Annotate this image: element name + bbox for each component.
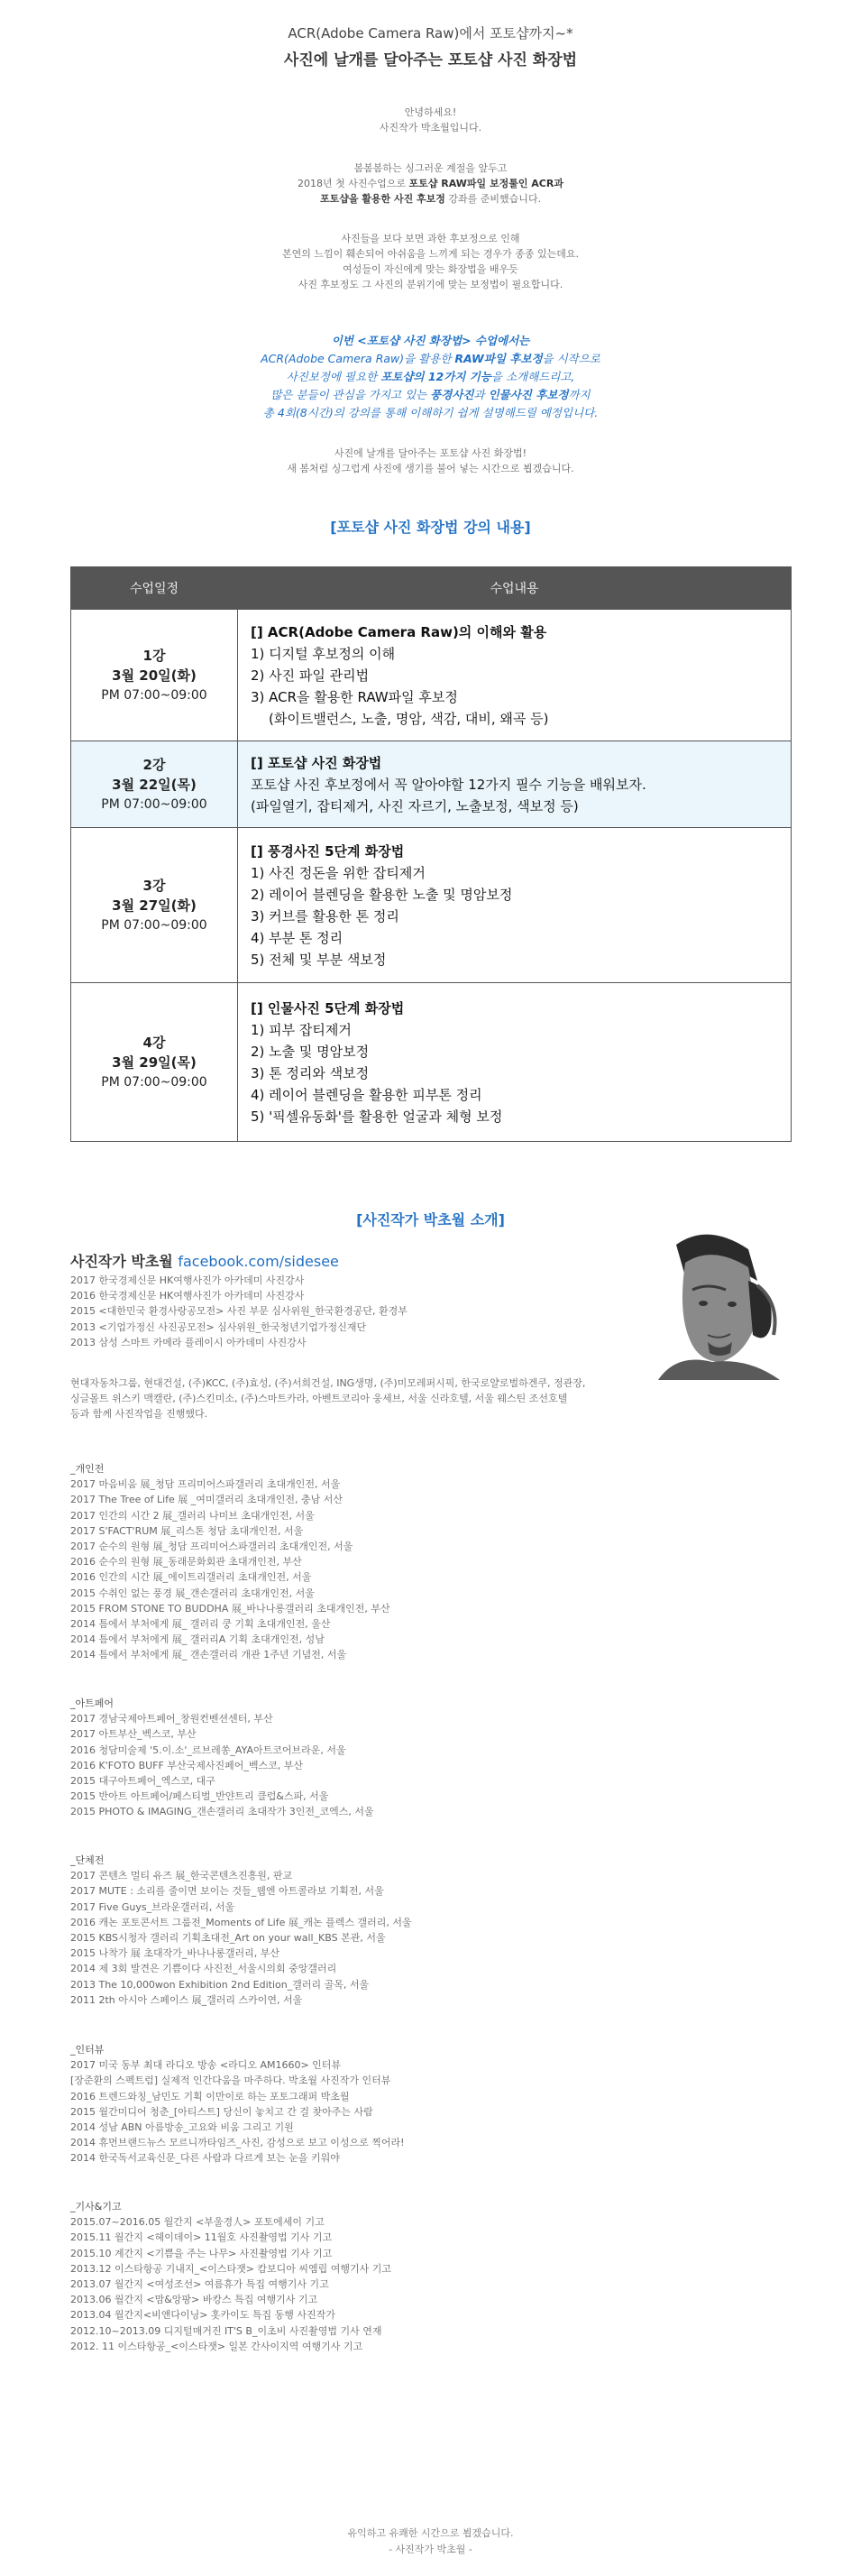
section-head: _기사&기고 [70,2201,122,2213]
exhibition-item: 2016 순수의 원형 展_동래문화회관 초대개인전, 부산 [70,1556,302,1569]
schedule-row [71,741,792,828]
intro-paragraph-3 [0,231,861,292]
article-item: 2012.10~2013.09 디지털매거진 IT'S B_이초비 사진촬영법 기사 연재 [70,2324,382,2337]
group-item: 2017 콘텐츠 멀티 유즈 展_한국콘텐츠진흥원, 판교 [70,1870,293,1882]
interview-item: 2014 휴먼브랜드뉴스 모르니까타임즈_사진, 감성으로 보고 이성으로 찍어라! [70,2137,405,2149]
interviews [70,2042,405,2167]
career-list [70,1273,408,1350]
intro-line: 사진작가 박초월입니다. [379,122,482,133]
exhibition-item: 2017 마음비움 展_청담 프리미어스파갤러리 초대개인전, 서울 [70,1478,341,1491]
lesson-title: [] ACR(Adobe Camera Raw)의 이해와 활용 [251,623,547,640]
lesson-item: 2) 노출 및 명암보정 [251,1043,370,1060]
lesson-item: 3) 커브를 활용한 톤 정리 [251,907,399,925]
lesson-item: 4) 부분 톤 정리 [251,929,343,946]
intro-line: 사진보정에 필요한 포토샵의 12가지 기능을 소개해드리고, [286,370,575,383]
career-item: 2017 한국경제신문 HK여행사진가 아카데미 사진강사 [70,1274,305,1286]
group-item: 2015 KBS시청자 갤러리 기획초대전_Art on your wall_KBS 본관, 서울 [70,1932,386,1945]
footer-line: 유익하고 유쾌한 시간으로 뵙겠습니다. [347,2527,514,2539]
interview-item: 2015 월간미디어 청춘_[아티스트] 당신이 놓치고 간 걸 찾아주는 사람 [70,2105,373,2118]
group-item: 2013 The 10,000won Exhibition 2nd Edition_갤러리 골목, 서울 [70,1978,370,1991]
schedule-row [71,983,792,1142]
lesson-date-cell: 2강 3월 22일(목) PM 07:00~09:00 [71,741,238,828]
intro-line: 이번 <포토샵 사진 화장법> 수업에서는 [331,334,530,347]
exhibition-item: 2014 틈에서 부처에게 展_ 갤러리 쿵 기획 초대개인전, 울산 [70,1618,331,1631]
intro-line: 사진에 날개를 달아주는 포토샵 사진 화장법! [334,447,527,459]
intro-line: 사진 후보정도 그 사진의 분위기에 맞는 보정법이 필요합니다. [298,279,563,290]
footer [0,2525,861,2558]
schedule-col-date: 수업일정 [71,567,238,610]
lesson-item: 3) 톤 정리와 색보정 [251,1064,370,1081]
group-item: 2017 Five Guys_브라운갤러리, 서울 [70,1900,235,1913]
schedule-row [71,610,792,741]
fair-item: 2017 경남국제아트페어_창원컨벤션센터, 부산 [70,1713,273,1725]
intro-closing [0,446,861,476]
lesson-item: 2) 사진 파일 관리법 [251,667,370,684]
intro-paragraph-2 [0,161,861,207]
lesson-item: 5) 전체 및 부분 색보정 [251,951,387,968]
intro-line: 본연의 느낌이 훼손되어 아쉬움을 느끼게 되는 경우가 종종 있는데요. [282,248,579,260]
exhibition-item: 2017 S'FACT'RUM 展_리스톤 청담 초대개인전, 서울 [70,1524,304,1537]
lesson-item: 4) 레이어 블렌딩을 활용한 피부톤 정리 [251,1086,482,1103]
career-item: 2015 <대한민국 환경사랑공모전> 사진 부문 심사위원_한국환경공단, 환경부 [70,1305,408,1318]
intro-line: 많은 분들이 관심을 가지고 있는 풍경사진과 인물사진 후보정까지 [270,388,591,401]
lesson-item: 포토샵 사진 후보정에서 꼭 알아야할 12가지 필수 기능을 배워보자. [251,776,646,793]
lesson-content-cell [238,983,792,1142]
lesson-item: 3) ACR을 활용한 RAW파일 후보정 [251,688,458,705]
intro-line: 포토샵을 활용한 사진 후보정 강좌를 준비했습니다. [319,193,542,205]
exhibition-item: 2017 인간의 시간 2 展_갤러리 나미브 초대개인전, 서울 [70,1509,315,1522]
exhibition-item: 2015 수취인 없는 풍경 展_갠손갤러리 초대개인전, 서울 [70,1587,315,1599]
solo-exhibitions [70,1461,390,1663]
fair-item: 2015 대구아트페어_엑스코, 대구 [70,1775,215,1788]
facebook-link[interactable]: facebook.com/sidesee [178,1253,339,1270]
header-subtitle: ACR(Adobe Camera Raw)에서 포토샵까지~* [288,25,573,41]
lesson-content-cell [238,828,792,983]
exhibition-item: 2014 틈에서 부처에게 展_ 갤러리A 기획 초대개인전, 성남 [70,1633,325,1646]
lesson-item: 5) '픽셀유동화'를 활용한 얼굴과 체형 보정 [251,1108,503,1125]
exhibition-item: 2014 틈에서 부처에게 展_ 갠손갤러리 개관 1주년 기념전, 서울 [70,1649,347,1661]
intro-line: 총 4회(8시간)의 강의를 통해 이해하기 쉽게 설명해드릴 예정입니다. [262,406,599,419]
group-item: 2017 MUTE : 소리를 줄이면 보이는 것들_웹엔 아트콜라보 기획전, 서울 [70,1885,384,1898]
lesson-content-cell [238,741,792,828]
article-item: 2013.06 월간지 <맘&앙팡> 바캉스 특집 여행기사 기고 [70,2294,318,2306]
exhibition-item: 2016 인간의 시간 展_에이트리갤러리 초대개인전, 서울 [70,1571,312,1584]
lesson-date-cell: 1강 3월 20일(화) PM 07:00~09:00 [71,610,238,741]
group-item: 2015 나착가 展 초대작가_바나나롱갤러리, 부산 [70,1947,279,1960]
article-item: 2013.12 이스타항공 기내지_<이스타잿> 캄보디아 씨엠립 여행기사 기고 [70,2262,392,2275]
schedule-table [70,566,792,1142]
intro-highlight [0,332,861,422]
group-item: 2014 제 3회 발견은 기쁨이다 사진전_서울시의회 중앙갤러리 [70,1963,337,1975]
section-head: _개인전 [70,1463,105,1475]
fair-item: 2016 청담미술제 '5.이.소'_르브레쏭_AYA아트코어브라운, 서울 [70,1743,346,1756]
intro-line: 봄봄봄하는 싱그러운 계절을 앞두고 [353,162,508,174]
career-item: 2013 삼성 스마트 카메라 플레이시 아카데미 사진강사 [70,1336,307,1348]
schedule-row [71,828,792,983]
lesson-title: [] 풍경사진 5단계 화장법 [251,842,405,860]
lesson-content-cell [238,610,792,741]
article-item: 2013.07 월간지 <여성조선> 여름휴가 특집 여행기사 기고 [70,2278,329,2291]
clients-line: 싱글몰트 위스키 맥캘란, (주)스킨미소, (주)스마트카라, 아벤트코리아 웅세브, 서울 신라호텔, 서울 웨스틴 조선호텔 [70,1393,568,1404]
intro-line: 여성들이 자신에게 맞는 화장법을 배우듯 [343,263,518,275]
fair-item: 2016 K'FOTO BUFF 부산국제사진페어_벡스코, 부산 [70,1759,303,1771]
lesson-title: [] 포토샵 사진 화장법 [251,754,382,771]
section-head: _인터뷰 [70,2044,105,2056]
exhibition-item: 2015 FROM STONE TO BUDDHA 展_바나나롱갤러리 초대개인전, 부산 [70,1602,390,1615]
fair-item: 2015 반아트 아트페어/페스티벌_반얀트리 클럽&스파, 서울 [70,1790,329,1803]
intro-line: ACR(Adobe Camera Raw)을 활용한 RAW파일 후보정을 시작으로 [261,352,600,365]
interview-item: 2014 한국독서교육신문_다른 사람과 다르게 보는 눈을 키워야 [70,2152,340,2165]
lesson-title: [] 인물사진 5단계 화장법 [251,999,405,1017]
clients-line: 현대자동차그룹, 현대건설, (주)KCC, (주)효성, (주)서희건설, ING생명, (주)미모레퍼시픽, 한국로얄로벌하겐쿠, 정관장, [70,1377,586,1389]
fair-item: 2017 아트부산_벡스코, 부산 [70,1728,197,1741]
lesson-item: 1) 피부 잡티제거 [251,1021,352,1038]
article-item: 2015.11 월간지 <헤이데이> 11월호 사진촬영법 기사 기고 [70,2231,333,2244]
schedule-section-title: [포토샵 사진 화장법 강의 내용] [330,519,531,536]
lesson-item: 2) 레이어 블렌딩을 활용한 노출 및 명암보정 [251,886,513,903]
lesson-item: (파일열기, 잡티제거, 사진 자르기, 노출보정, 색보정 등) [251,797,579,814]
intro-line: 안녕하세요! [404,106,457,118]
interview-item: 2017 미국 동부 최대 라디오 방송 <라디오 AM1660> 인터뷰 [70,2059,342,2072]
footer-signature: - 사진작가 박초월 - [389,2544,472,2555]
intro-line: 사진들을 보다 보면 과한 후보정으로 인해 [341,233,520,244]
lesson-item: (화이트밸런스, 노출, 명암, 색감, 대비, 왜곡 등) [269,710,549,727]
bio-section-title: [사진작가 박초월 소개] [356,1211,505,1228]
career-item: 2016 한국경제신문 HK여행사진가 아카데미 사진강사 [70,1290,305,1302]
bio-name: 사진작가 박초월 [70,1253,173,1270]
schedule-header-row [71,567,792,610]
header-title: 사진에 날개를 달아주는 포토샵 사진 화장법 [283,51,578,69]
intro-line: 2018년 첫 사진수업으로 포토샵 RAW파일 보정툴인 ACR과 [298,178,563,189]
interview-item: 2014 성남 ABN 아름방송_고요와 비움 그리고 기원 [70,2121,294,2134]
clients-paragraph [70,1375,629,1421]
interview-item: 2016 트렌드와칭_남민도 기획 이만이로 하는 포토그래퍼 박초월 [70,2090,350,2102]
interview-item: [장준환의 스펙트럼] 실제적 인간다움을 마주하다. 박초월 사진작가 인터뷰 [70,2075,391,2087]
group-item: 2016 캐논 포토콘서트 그룹전_Moments of Life 展_캐논 플렉스 갤러리, 서울 [70,1916,412,1928]
article-item: 2012. 11 이스타항공_<이스타잿> 일본 간사이지역 여행기사 기고 [70,2340,363,2352]
clients-line: 등과 함께 사진작업을 진행했다. [70,1408,208,1420]
group-exhibitions [70,1853,412,2008]
bio-heading [70,1250,339,1271]
exhibition-item: 2017 순수의 원형 展_청담 프리미어스파갤러리 초대개인전, 서울 [70,1541,353,1553]
articles [70,2199,391,2354]
lesson-date-cell: 4강 3월 29일(목) PM 07:00~09:00 [71,983,238,1142]
section-head: _아트페어 [70,1697,114,1709]
intro-greeting [0,105,861,135]
section-head: _단체전 [70,1854,105,1866]
group-item: 2011 2th 아시아 스페이스 展_갤러리 스카이연, 서울 [70,1993,303,2006]
intro-line: 새 봄처럼 싱그럽게 사진에 생기를 불어 넣는 시간으로 뵙겠습니다. [287,463,574,474]
schedule-col-content: 수업내용 [238,567,792,610]
career-item: 2013 <기업가정신 사진공모전> 심사위원_한국청년기업가정신재단 [70,1320,367,1333]
photographer-portrait [622,1227,793,1380]
lesson-item: 1) 디지털 후보정의 이해 [251,645,396,662]
article-item: 2013.04 월간지<비앤다이닝> 홋카이도 특집 동행 사진작가 [70,2309,335,2322]
lesson-date-cell: 3강 3월 27일(화) PM 07:00~09:00 [71,828,238,983]
art-fairs [70,1696,374,1820]
article-item: 2015.10 계간지 <기쁨을 주는 나무> 사진촬영법 기사 기고 [70,2247,333,2259]
fair-item: 2015 PHOTO & IMAGING_갠손갤러리 초대작가 3인전_코엑스, 서울 [70,1806,374,1818]
lesson-item: 1) 사진 정돈을 위한 잡티제거 [251,864,426,881]
article-item: 2015.07~2016.05 월간지 <부울경人> 포토에세이 기고 [70,2216,325,2229]
exhibition-item: 2017 The Tree of Life 展 _여미갤러리 초대개인전, 충남 서산 [70,1494,343,1506]
